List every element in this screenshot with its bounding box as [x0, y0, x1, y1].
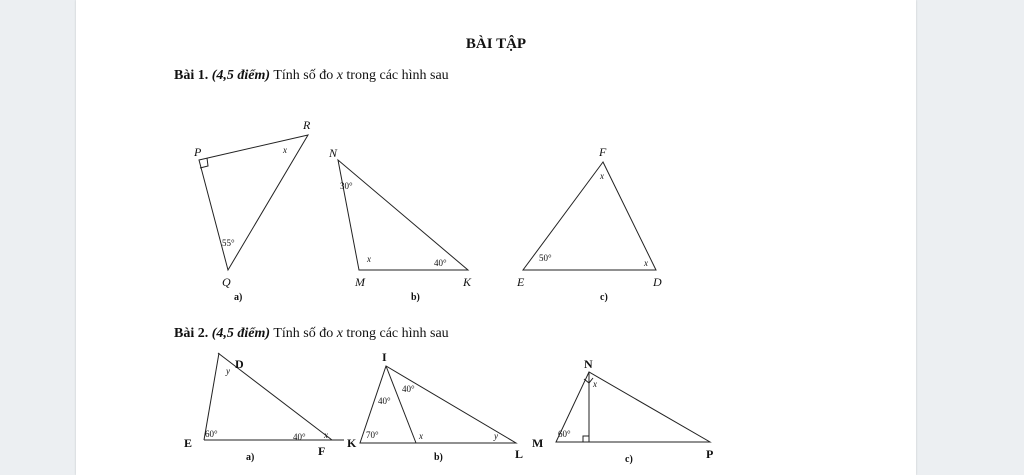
- exercise-2-variable: x: [336, 326, 343, 341]
- label-k: K: [463, 275, 472, 289]
- angle-label-x: x: [419, 431, 423, 441]
- exercise-2-text-before: Tính số đo: [273, 326, 334, 341]
- figure-2b-triangle-ikl: [347, 350, 523, 463]
- label-m: M: [355, 275, 365, 289]
- label-p: P: [706, 447, 714, 461]
- page-title: BÀI TẬP: [465, 36, 527, 52]
- label-d: D: [235, 357, 244, 371]
- label-e: E: [517, 275, 525, 289]
- caption-1a: a): [234, 292, 243, 303]
- angle-label-x: x: [593, 379, 597, 389]
- label-q: Q: [222, 275, 231, 289]
- figure-1b-triangle-nmk: [328, 146, 472, 303]
- caption-1b: b): [411, 292, 420, 303]
- label-r: R: [303, 118, 311, 132]
- label-i: I: [382, 350, 387, 364]
- triangle-nmp-outline: [556, 372, 710, 442]
- figure-1c-triangle-fed: [516, 145, 662, 303]
- label-l: L: [515, 447, 524, 461]
- angle-label-y: y: [494, 431, 498, 441]
- angle-label-x-right: x: [644, 258, 648, 268]
- caption-2b: b): [434, 452, 443, 463]
- document-page: [76, 0, 916, 475]
- angle-label-40-left: 40°: [378, 396, 391, 406]
- exercise-1-text-after: trong các hình sau: [346, 68, 449, 83]
- side-ed-extended: [204, 353, 219, 440]
- angle-label-40-right: 40°: [402, 384, 415, 394]
- angle-label-60: 60°: [558, 429, 571, 439]
- label-f: F: [318, 444, 326, 458]
- exercise-1-variable: x: [336, 68, 343, 83]
- figure-1a-triangle-pqr: [193, 118, 311, 303]
- label-f: F: [599, 145, 607, 159]
- angle-label-30: 30°: [340, 181, 353, 191]
- angle-label-40: 40°: [293, 432, 306, 442]
- angle-label-x: x: [367, 254, 371, 264]
- angle-label-70: 70°: [366, 430, 379, 440]
- label-m: M: [532, 436, 544, 450]
- caption-2c: c): [625, 454, 633, 465]
- angle-label-x: x: [324, 430, 328, 440]
- angle-label-y: y: [226, 366, 230, 376]
- figure-2c-triangle-nmp: [532, 357, 713, 465]
- angle-label-55: 55°: [222, 238, 235, 248]
- exercise-1-points: (4,5 điểm): [211, 68, 271, 83]
- exercise-2-number: Bài 2.: [174, 326, 209, 341]
- label-e: E: [184, 436, 193, 450]
- label-n: N: [584, 357, 593, 371]
- caption-1c: c): [600, 292, 608, 303]
- angle-label-x: x: [283, 145, 287, 155]
- label-d: D: [653, 275, 662, 289]
- exercise-1-number: Bài 1.: [174, 68, 209, 83]
- angle-label-50: 50°: [539, 253, 552, 263]
- right-angle-marker-foot: [583, 436, 589, 442]
- label-p: P: [194, 145, 202, 159]
- triangle-nmk-outline: [338, 160, 468, 270]
- figure-2a-triangle-def: [184, 353, 344, 463]
- angle-label-x-top: x: [600, 171, 604, 181]
- caption-2a: a): [246, 452, 255, 463]
- label-n: N: [329, 146, 338, 160]
- label-k: K: [347, 436, 357, 450]
- angle-label-40: 40°: [434, 258, 447, 268]
- exercise-1-text-before: Tính số đo: [273, 68, 334, 83]
- geometry-figures: [76, 0, 916, 475]
- exercise-2-text-after: trong các hình sau: [346, 326, 449, 341]
- triangle-pqr-outline: [199, 135, 308, 270]
- exercise-2-points: (4,5 điểm): [211, 326, 271, 341]
- angle-label-60: 60°: [205, 429, 218, 439]
